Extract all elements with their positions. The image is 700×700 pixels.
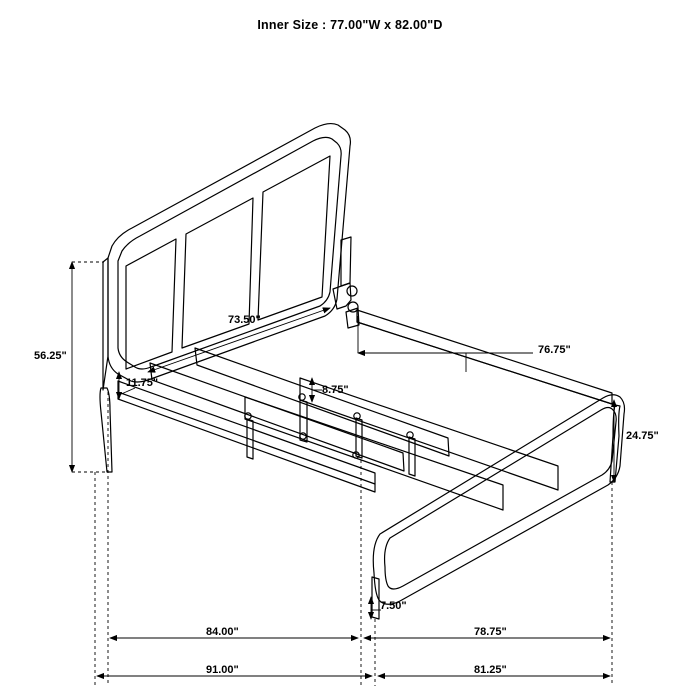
dimension-label-footboard-height: 24.75": [626, 430, 659, 442]
footboard-outer: [373, 395, 624, 605]
dimension-label-rail-height-left: 11.75": [126, 377, 159, 389]
dimension-label-headboard-height: 56.25": [34, 350, 67, 362]
far-side-rail: [357, 310, 612, 404]
far-side-rail-edge: [357, 322, 612, 404]
slat-joint-5: [300, 433, 306, 439]
headboard-panel-3: [258, 156, 330, 320]
headboard-right-post: [341, 237, 351, 286]
page-title: Inner Size : 77.00"W x 82.00"D: [257, 18, 443, 32]
leader-11-75: [119, 388, 135, 395]
slat-rail-2: [195, 348, 449, 456]
headboard-left-post: [103, 258, 108, 390]
dimension-label-depth-outer-right: 81.25": [474, 664, 507, 676]
dimension-label-side-rail-length: 76.75": [538, 344, 571, 356]
dimension-label-slat-height: 8.75": [322, 384, 349, 396]
headboard-panel-1: [126, 239, 176, 369]
dimension-label-depth-inner-right: 78.75": [474, 626, 507, 638]
dimension-label-footboard-clearance: 7.50": [380, 600, 407, 612]
dimension-label-headboard-width: 73.50": [228, 314, 261, 326]
headboard-inner-frame: [118, 137, 341, 369]
bracket-bolt-1: [347, 286, 357, 296]
bed-geometry: [100, 124, 625, 619]
footboard-inner-frame: [385, 408, 617, 590]
dimension-label-depth-inner-left: 84.00": [206, 626, 239, 638]
dimension-label-depth-outer-left: 91.00": [206, 664, 239, 676]
dimension-lines: [72, 262, 614, 686]
headboard-left-leg: [100, 388, 112, 472]
